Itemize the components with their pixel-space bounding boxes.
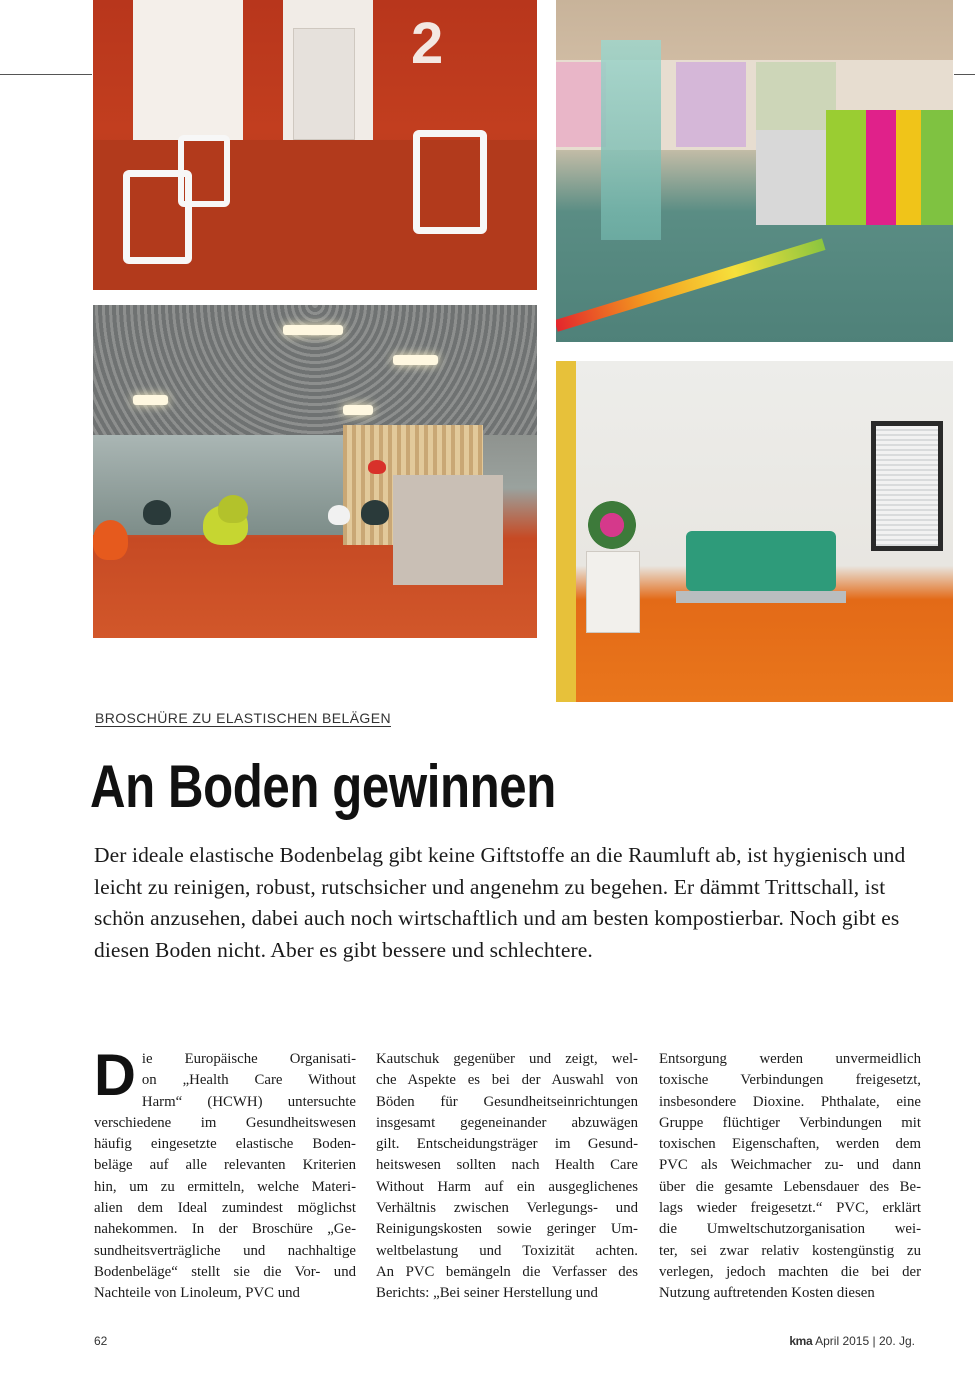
body-line: Kautschuk gegenüber und zeigt, wel- xyxy=(376,1051,638,1067)
photo-door xyxy=(293,28,355,140)
body-line: sundheitsverträgliche und nachhaltige xyxy=(94,1242,356,1259)
photo-ceiling-light xyxy=(283,325,343,335)
body-line: alien dem Ideal zumindest möglichst xyxy=(94,1200,356,1217)
body-line: weltbelastung und Toxizität achten. xyxy=(376,1242,638,1259)
volume: 20. Jg. xyxy=(878,1334,915,1348)
page-number: 62 xyxy=(94,1334,108,1348)
body-line: insbesondere Dioxine. Phthalate, eine xyxy=(659,1093,921,1110)
body-line: häufig eingesetzte elastische Boden- xyxy=(94,1136,356,1153)
photo-flowers xyxy=(588,501,636,549)
header-rule-right xyxy=(954,74,975,75)
magazine-name: kma xyxy=(789,1334,813,1348)
photo-ceiling-light xyxy=(343,405,373,415)
body-line: on „Health Care Without xyxy=(141,1072,356,1089)
photo-ceiling-light xyxy=(393,355,438,365)
photo-bedside-cabinet xyxy=(586,551,640,633)
article-lead: Der ideale elastische Bodenbelag gibt keine Giftstoffe an die Raumluft ab, ist hygienisch und leicht zu reinigen, robust, rutschsicher und angenehm zu begehen. Er dämmt Trittschall, ist schön anzusehen, dabei auch noch wirtschaftlich und am besten kompostierbar. Noch gibt es diesen Boden nicht. Aber es gibt bessere und schlechtere. xyxy=(94,843,906,962)
body-line: heitswesen sollten nach Health Care xyxy=(376,1157,638,1174)
photo-chair-orange xyxy=(93,520,128,560)
body-column-3 xyxy=(659,1049,921,1305)
body-line: beläge auf alle relevanten Kriterien xyxy=(94,1157,356,1174)
photo-patient-room xyxy=(556,361,953,702)
photo-yellow-wall xyxy=(556,361,576,702)
photo-desk-panel xyxy=(826,110,866,225)
issue-date: April 2015 xyxy=(815,1334,870,1348)
body-line: Without Harm auf ein ausgeglichenes xyxy=(376,1178,638,1195)
photo-mural xyxy=(556,62,606,147)
body-line: die Umweltschutzorganisation wei- xyxy=(659,1221,921,1238)
photo-desk-panel xyxy=(896,110,921,225)
body-line: PVC als Weichmacher zu- und dann xyxy=(659,1157,921,1174)
body-line: Verhältnis zwischen Verlegungs- und xyxy=(376,1200,638,1217)
body-line: verlegen, jedoch machten die bei der xyxy=(659,1263,921,1280)
photo-wall xyxy=(133,0,243,150)
photo-window-blinds xyxy=(871,421,943,551)
photo-corridor-waiting-area xyxy=(93,0,537,290)
body-line: Nutzung auftretenden Kosten diesen xyxy=(659,1285,875,1302)
body-line: Böden für Gesundheitseinrichtungen xyxy=(376,1093,638,1110)
body-line: gilt. Entscheidungsträger im Gesund- xyxy=(376,1136,638,1153)
photo-counter xyxy=(393,475,503,585)
body-line: Gruppe flüchtiger Verbindungen mit xyxy=(659,1114,921,1131)
article-headline: An Boden gewinnen xyxy=(90,753,556,820)
photo-chair-dark xyxy=(143,500,171,525)
photo-chair-dark xyxy=(361,500,389,525)
photo-desk-panel xyxy=(921,110,953,225)
body-column-2 xyxy=(376,1049,638,1305)
body-line: Entsorgung werden unvermeidlich xyxy=(659,1051,921,1067)
photo-reception-desk xyxy=(556,0,953,342)
body-line: Reinigungskosten sowie geringer Um- xyxy=(376,1221,638,1238)
body-line: toxische Verbindungen freigesetzt, xyxy=(659,1072,921,1089)
photo-desk-panel xyxy=(866,110,896,225)
photo-lounge-area xyxy=(93,305,537,638)
photo-mural xyxy=(676,62,746,147)
body-line: Bodenbeläge“ stellt sie die Vor- und xyxy=(94,1263,356,1280)
photo-chair xyxy=(413,130,487,234)
body-line: ter, sei zwar relativ kostengünstig zu xyxy=(659,1242,921,1259)
body-line: verschiedene im Gesundheitswesen xyxy=(94,1114,356,1131)
photo-floor-stripe xyxy=(556,238,826,331)
room-number-sign: 2 xyxy=(411,11,444,76)
body-line: nahekommen. In der Broschüre „Ge- xyxy=(94,1221,356,1238)
body-line: toxischen Eigenschaften, werden dem xyxy=(659,1136,921,1153)
body-line: hin, um zu ermitteln, welche Materi- xyxy=(94,1178,356,1195)
photo-ceiling-light xyxy=(133,395,168,405)
photo-chair-white xyxy=(328,505,350,525)
body-line: An PVC bemängeln die Verfasser des xyxy=(376,1263,638,1280)
photo-glass-door xyxy=(601,40,661,240)
body-line: Berichts: „Bei seiner Herstellung und xyxy=(376,1285,598,1302)
footer-separator: | xyxy=(872,1334,876,1348)
body-line: che Aspekte es bei der Auswahl von xyxy=(376,1072,638,1089)
body-line: ie Europäische Organisati- xyxy=(141,1051,356,1067)
photo-hospital-bed xyxy=(686,531,836,591)
photo-stool-red xyxy=(368,460,386,474)
photo-bed-frame xyxy=(676,591,846,603)
photo-chair-green xyxy=(218,495,248,523)
body-line: lags wieder freigesetzt.“ PVC, erklärt xyxy=(659,1200,921,1217)
photo-chair xyxy=(178,135,230,207)
body-column-1 xyxy=(94,1043,356,1305)
body-line: insgesamt gegeneinander abzuwägen xyxy=(376,1114,638,1131)
article-kicker: BROSCHÜRE ZU ELASTISCHEN BELÄGEN xyxy=(95,710,391,726)
header-rule-left xyxy=(0,74,92,75)
drop-cap: D xyxy=(94,1043,136,1108)
body-line: über die gesamte Lebensdauer des Be- xyxy=(659,1178,921,1195)
body-line: Nachteile von Linoleum, PVC und xyxy=(94,1285,300,1302)
footer-issue-info xyxy=(789,1334,915,1348)
body-line: Harm“ (HCWH) untersuchte xyxy=(141,1093,356,1110)
